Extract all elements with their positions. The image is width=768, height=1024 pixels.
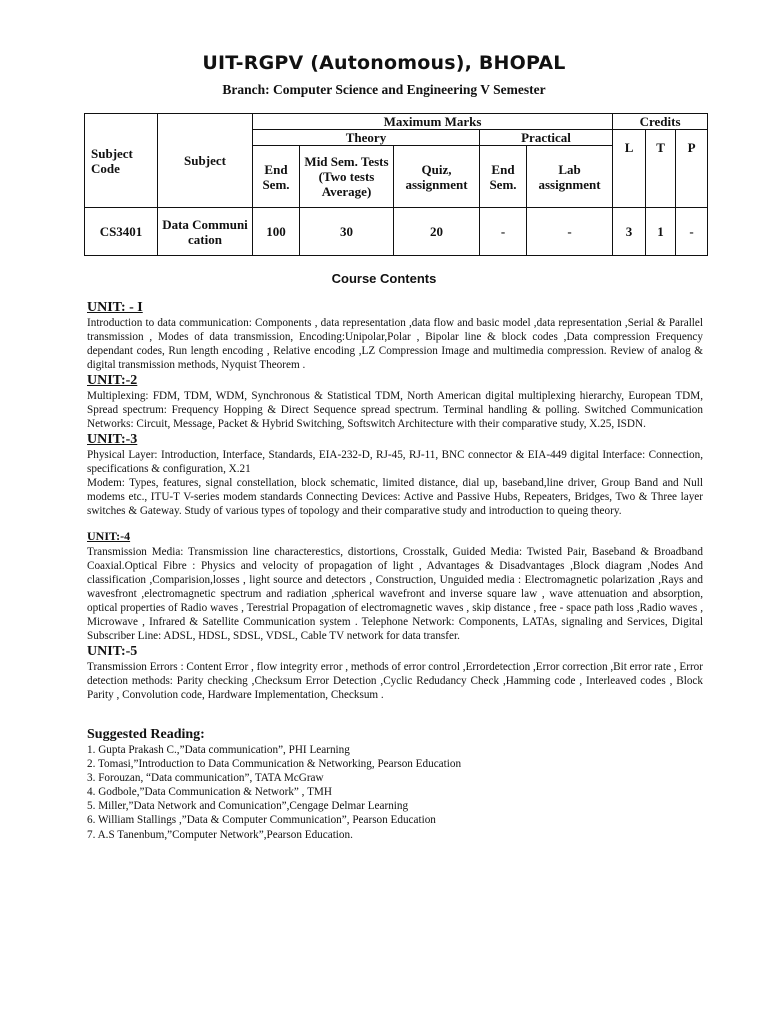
list-item: 2. Tomasi,”Introduction to Data Communication & Networking, Pearson Education [87, 758, 462, 771]
unit-3-heading: UNIT:-3 [87, 432, 138, 447]
end-sem-cell: 100 [253, 208, 300, 256]
credit-l-cell: 3 [613, 208, 646, 256]
subject-cell: Data Communication [158, 208, 253, 256]
course-contents-heading: Course Contents [331, 271, 437, 286]
unit-1-heading: UNIT: - I [87, 300, 143, 315]
suggested-reading-heading: Suggested Reading: [87, 727, 205, 742]
credit-l-header: L [613, 130, 646, 208]
list-item: 3. Forouzan, “Data communication”, TATA McGraw [87, 772, 324, 785]
table-row [85, 208, 708, 256]
unit-5-text: Transmission Errors : Content Error , flow integrity error , methods of error control ,Errordetection ,Error correction ,Bit error rate , Error detection methods: Parity checking ,Checksum Error Detection ,Cyclic Redudancy Check ,Hamming code , Interleaved codes , Block Parity , Convolution code, Hardware Implementation, Checksum . [87, 661, 703, 701]
end-sem-header: End Sem. [253, 146, 300, 208]
maximum-marks-header: Maximum Marks [253, 114, 613, 130]
course-content [87, 299, 703, 842]
mid-sem-header: Mid Sem. Tests (Two tests Average) [300, 146, 394, 208]
theory-header: Theory [253, 130, 480, 146]
suggested-reading-list [87, 743, 703, 842]
credit-t-cell: 1 [646, 208, 676, 256]
credit-t-header: T [646, 130, 676, 208]
mid-sem-cell: 30 [300, 208, 394, 256]
unit-3-text: Physical Layer: Introduction, Interface, Standards, EIA-232-D, RJ-45, RJ-11, BNC connector & EIA-449 digital Interface: Connection, specifications & configuration, X.21 [87, 449, 703, 475]
credit-p-cell: - [676, 208, 708, 256]
credits-header: Credits [613, 114, 708, 130]
unit-5-heading: UNIT:-5 [87, 644, 138, 659]
unit-4-heading: UNIT:-4 [87, 529, 131, 543]
subject-code-cell: CS3401 [85, 208, 158, 256]
page-title: UIT-RGPV (Autonomous), BHOPAL [202, 52, 566, 74]
list-item: 4. Godbole,”Data Communication & Network” , TMH [87, 786, 332, 799]
unit-2-heading: UNIT:-2 [87, 373, 138, 388]
list-item: 5. Miller,”Data Network and Comunication”,Cengage Delmar Learning [87, 800, 409, 813]
unit-2-text: Multiplexing: FDM, TDM, WDM, Synchronous & Statistical TDM, North American digital multiplexing hierarchy, European TDM, Spread spectrum: Frequency Hopping & Direct Sequence spread spectrum. Terminal handling & polling. Switched Communication Networks: Circuit, Message, Packet & Hybrid Switching, Softswitch Architecture with their comparative study, X.25, ISDN. [87, 390, 703, 430]
lab-cell: - [527, 208, 613, 256]
end-sem-practical-cell: - [480, 208, 527, 256]
lab-header: Lab assignment [527, 146, 613, 208]
branch-line: Branch: Computer Science and Engineering V Semester [222, 82, 546, 97]
subject-code-header: Subject Code [85, 114, 158, 208]
unit-4-text: Transmission Media: Transmission line characterestics, distortions, Crosstalk, Guided Media: Twisted Pair, Baseband & Broadband Coaxial.Optical Fibre : Physics and velocity of propagation of light , Advantages & Disadvantages ,Block diagram ,Nodes And classification ,Comparision,losses , light source and detectors , Construction, Unguided media : Electromagnetic polarization ,Rays and wavesfront ,electromagnetic spectrum and radiation ,spherical wavefront and inverse square law , wave attenuation and absorption, optical properties of Radio waves , Terestrial Propagation of electromagnetic waves , skip distance , free - space path loss ,Radio waves , Microwave , Infrared & Satellite Communication system . Telephone Network: Components, LATAs, signaling and Services, Digital Subscriber Line: ADSL, HDSL, SDSL, VDSL, Cable TV network for data transfer. [87, 546, 703, 642]
unit-1-text: Introduction to data communication: Components , data representation ,data flow and basic model ,data representation ,Serial & Parallel transmission , Modes of data transmission, Encoding:Unipolar,Polar , Bipolar line & block codes ,Data compression Frequency dependant codes, Run length encoding , Relative encoding ,LZ Compression Image and multimedia compression. Review of analog & digital transmission methods, Nyquist Theorem . [87, 317, 703, 371]
list-item: 7. A.S Tanenbum,”Computer Network”,Pearson Education. [87, 828, 353, 841]
list-item: 6. William Stallings ,”Data & Computer Communication”, Pearson Education [87, 814, 436, 827]
unit-3-text-modem: Modem: Types, features, signal constellation, block schematic, limited distance, dial up, baseband,line driver, Group Band and Null modems etc., ITU-T V-series modem standards Connecting Devices: Active and Passive Hubs, Repeaters, Bridges, Two & Three layer switches & Gateway. Study of various types of topology and their comparative study and introduction to queing theory. [87, 477, 703, 517]
quiz-cell: 20 [394, 208, 480, 256]
end-sem-practical-header: End Sem. [480, 146, 527, 208]
credit-p-header: P [676, 130, 708, 208]
marks-table [84, 113, 708, 256]
quiz-header: Quiz, assignment [394, 146, 480, 208]
practical-header: Practical [480, 130, 613, 146]
subject-header: Subject [158, 114, 253, 208]
list-item: 1. Gupta Prakash C.,”Data communication”, PHI Learning [87, 744, 350, 756]
